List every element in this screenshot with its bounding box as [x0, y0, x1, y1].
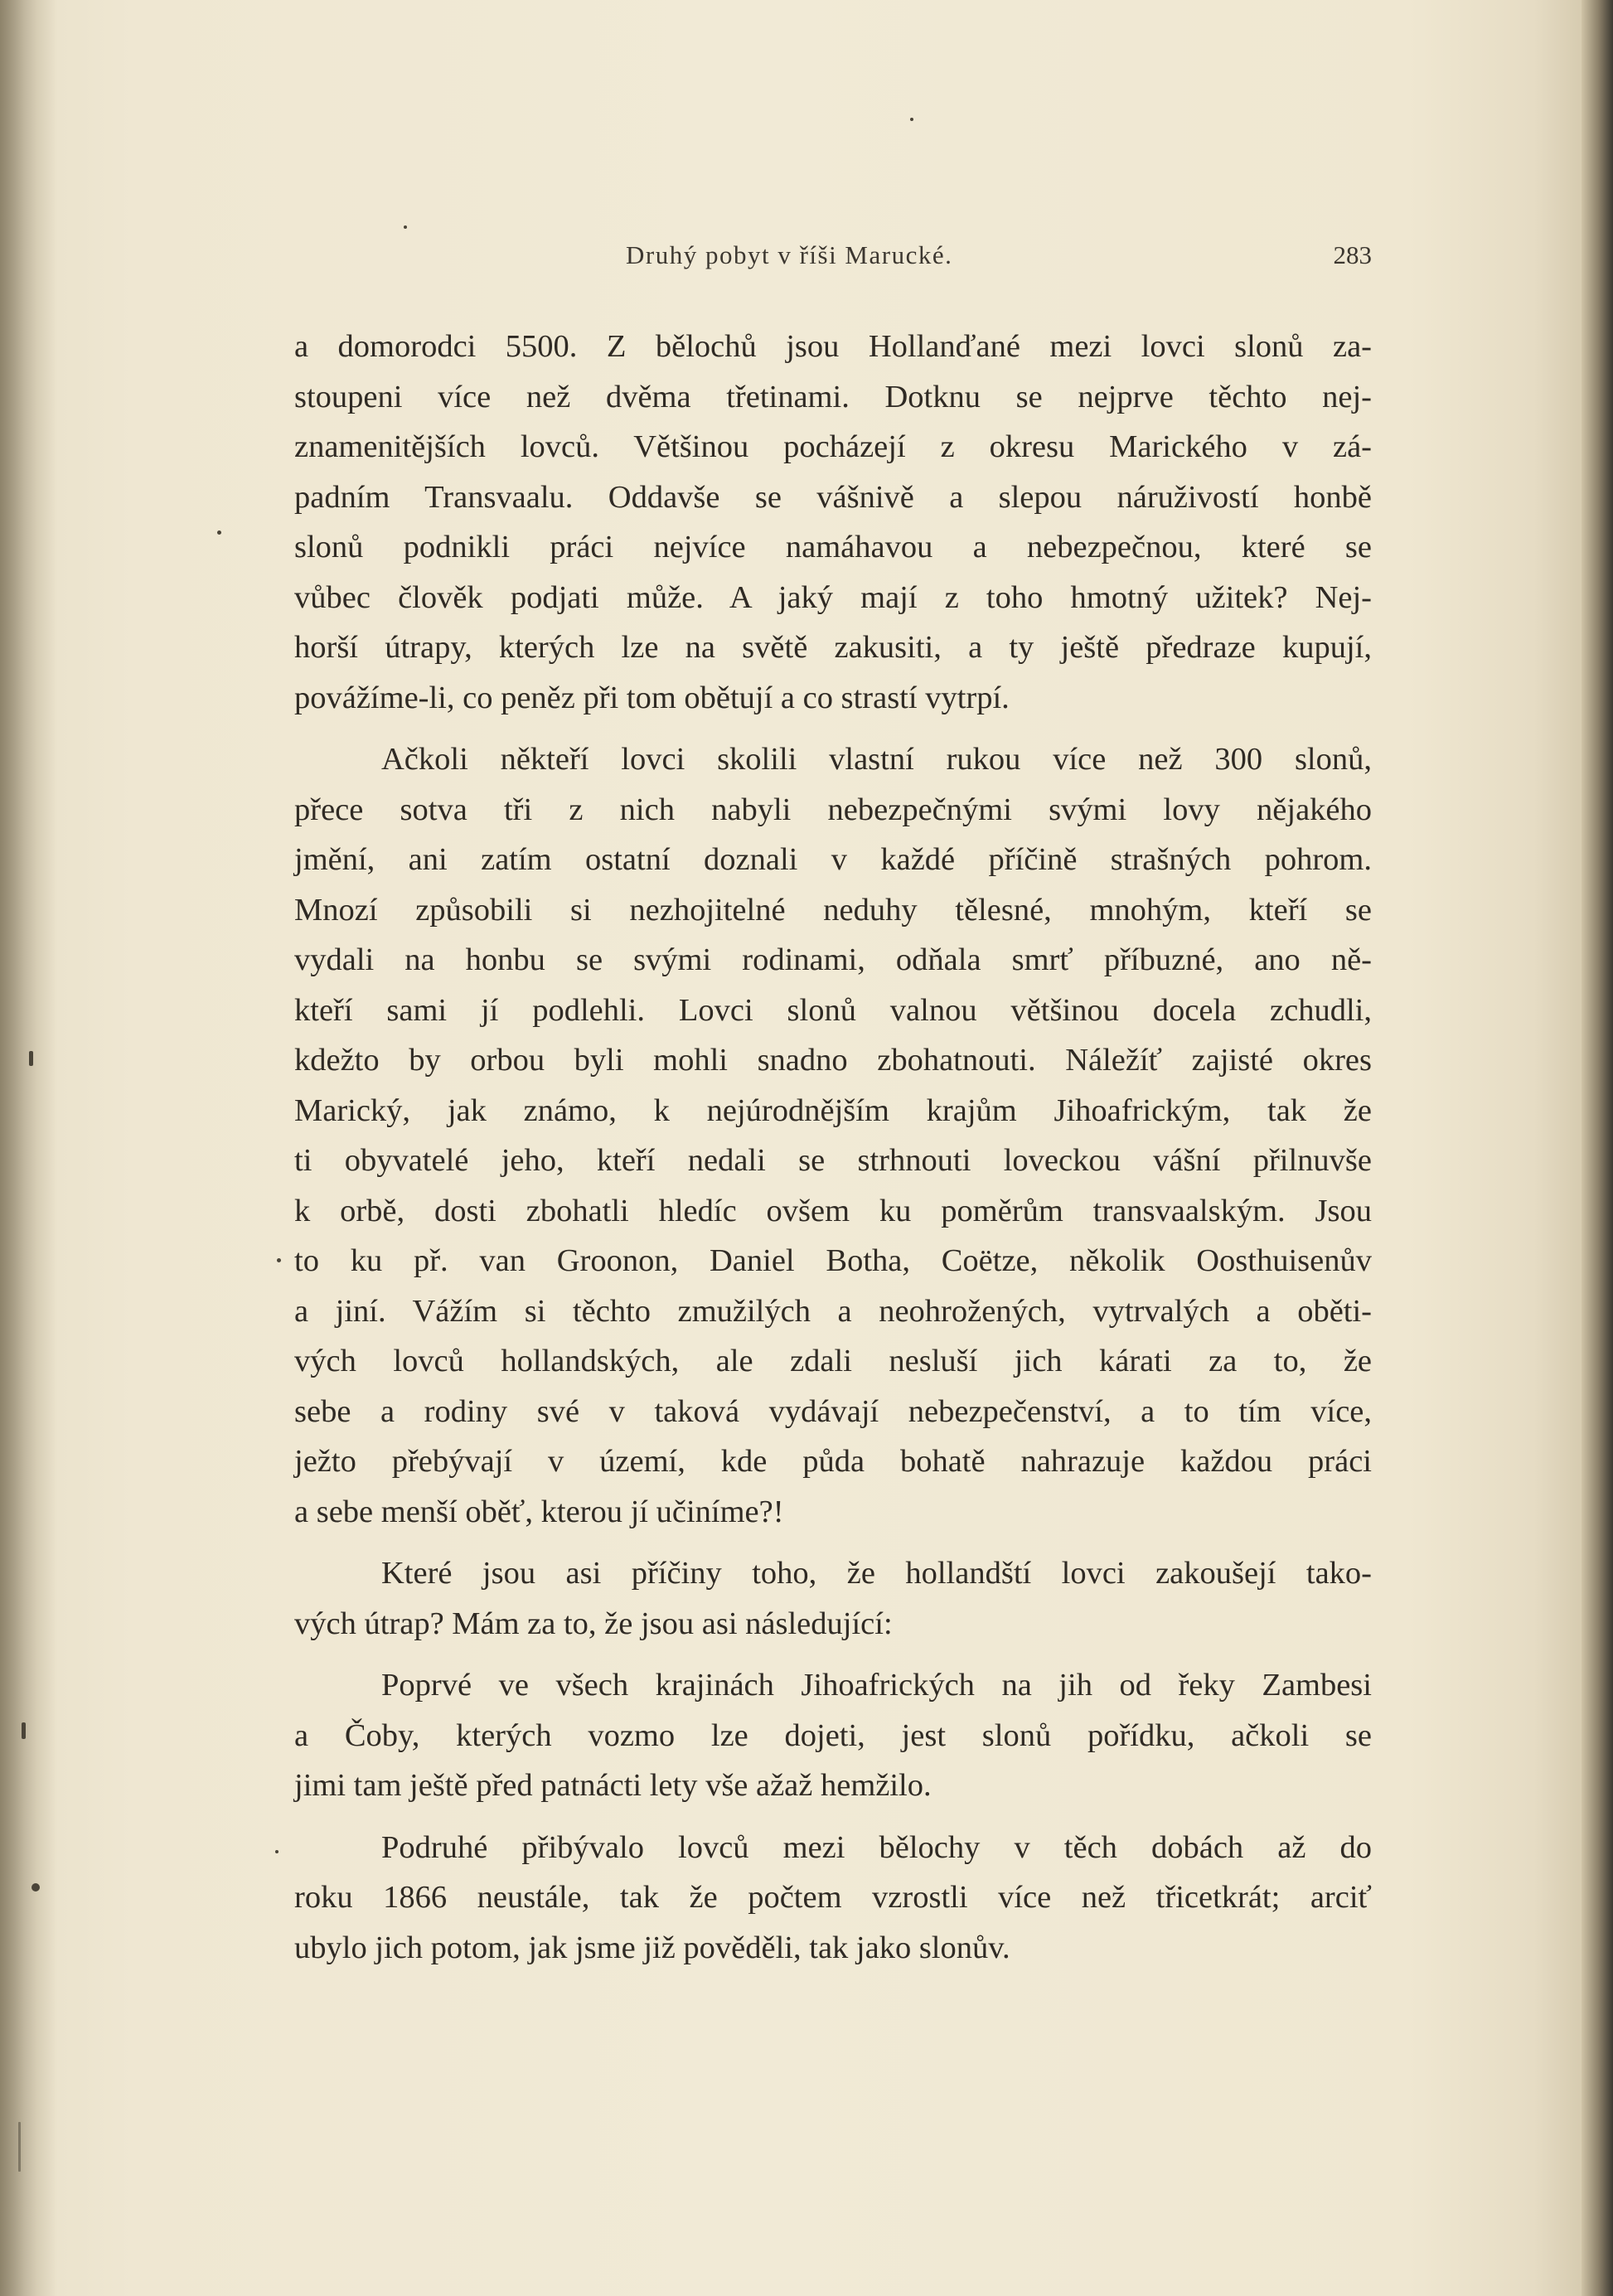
- paper-speck: [910, 118, 913, 121]
- paper-speck: [277, 1258, 281, 1262]
- text-line: horší útrapy, kterých lze na světě zakusiti, a ty ještě předraze kupují,: [294, 630, 1372, 665]
- running-header: [294, 240, 1372, 274]
- paper-speck: [404, 225, 407, 229]
- text-line: znamenitějších lovců. Většinou pocházejí z okresu Marického v zá-: [294, 429, 1372, 464]
- text-line: jimi tam ještě před patnácti lety vše ažaž hemžilo.: [294, 1768, 932, 1803]
- text-line: jmění, ani zatím ostatní doznali v každé příčině strašných pohrom.: [294, 842, 1372, 877]
- text-line: a jiní. Vážím si těchto zmužilých a neohrožených, vytrvalých a oběti-: [294, 1293, 1372, 1329]
- text-line: vůbec člověk podjati může. A jaký mají z toho hmotný užitek? Nej-: [294, 579, 1372, 615]
- text-line: padním Transvaalu. Oddavše se vášnivě a slepou náruživostí honbě: [294, 479, 1372, 515]
- text-line: a Čoby, kterých vozmo lze dojeti, jest slonů pořídku, ačkoli se: [294, 1717, 1372, 1753]
- text-line: Poprvé ve všech krajinách Jihoafrických na jih od řeky Zambesi: [381, 1668, 1372, 1703]
- text-line: přece sotva tři z nich nabyli nebezpečnými svými lovy nějakého: [294, 792, 1372, 827]
- text-line: Podruhé přibývalo lovců mezi bělochy v těch dobách až do: [381, 1829, 1372, 1865]
- paper-speck: [22, 1722, 26, 1739]
- paragraph: [294, 734, 1372, 1537]
- text-line: slonů podnikli práci nejvíce namáhavou a nebezpečnou, které se: [294, 530, 1372, 564]
- text-line: ježto přebývají v území, kde půda bohatě nahrazuje každou práci: [294, 1444, 1372, 1479]
- text-line: stoupeni více než dvěma třetinami. Dotknu se nejprve těchto nej-: [294, 379, 1372, 414]
- body-text: [294, 322, 1372, 1984]
- page-number: 283: [1333, 240, 1372, 269]
- paper-speck: [275, 1850, 279, 1853]
- text-line: a sebe menší oběť, kterou jí učiníme?!: [294, 1494, 784, 1529]
- text-line: vydali na honbu se svými rodinami, odňala smrť příbuzné, ano ně-: [294, 942, 1372, 977]
- text-line: Mnozí způsobili si nezhojitelné neduhy tělesné, mnohým, kteří se: [294, 892, 1372, 928]
- text-line: vých lovců hollandských, ale zdali nesluší jich kárati za to, že: [294, 1344, 1372, 1378]
- running-title: Druhý pobyt v říši Marucké.: [626, 240, 953, 269]
- text-line: povážíme-li, co peněz při tom obětují a co strastí vytrpí.: [294, 680, 1010, 715]
- text-line: ti obyvatelé jeho, kteří nedali se strhnouti loveckou vášní přilnuvše: [294, 1143, 1372, 1178]
- page-edge: [1582, 0, 1613, 2296]
- text-line: sebe a rodiny své v taková vydávají nebezpečenství, a to tím více,: [294, 1393, 1372, 1429]
- binding-shadow: [0, 0, 56, 2296]
- text-line: Které jsou asi příčiny toho, že hollandští lovci zakoušejí tako-: [381, 1556, 1372, 1591]
- text-line: Marický, jak známo, k nejúrodnějším krajům Jihoafrickým, tak že: [294, 1092, 1372, 1128]
- paragraph: [294, 322, 1372, 723]
- paper-speck: [31, 1883, 40, 1892]
- text-line: k orbě, dosti zbohatli hledíc ovšem ku poměrům transvaalským. Jsou: [294, 1193, 1372, 1228]
- paper-speck: [217, 530, 221, 535]
- text-line: vých útrap? Mám za to, že jsou asi následující:: [294, 1606, 893, 1641]
- text-line: Ačkoli někteří lovci skolili vlastní rukou více než 300 slonů,: [381, 742, 1372, 777]
- paper-speck: [29, 1051, 33, 1066]
- paragraph: [294, 1823, 1372, 1974]
- text-line: ubylo jich potom, jak jsme již pověděli, tak jako slonův.: [294, 1930, 1010, 1965]
- paragraph: [294, 1660, 1372, 1811]
- paper-speck: [18, 2122, 21, 2172]
- paragraph: [294, 1548, 1372, 1649]
- text-line: roku 1866 neustále, tak že počtem vzrostli více než třicetkrát; arciť: [294, 1880, 1372, 1915]
- text-line: a domorodci 5500. Z bělochů jsou Hollanďané mezi lovci slonů za-: [294, 329, 1372, 364]
- text-line: to ku př. van Groonon, Daniel Botha, Coëtze, několik Oosthuisenův: [294, 1243, 1372, 1278]
- text-line: kteří sami jí podlehli. Lovci slonů valnou většinou docela zchudli,: [294, 992, 1372, 1028]
- text-line: kdežto by orbou byli mohli snadno zbohatnouti. Náležíť zajisté okres: [294, 1043, 1372, 1078]
